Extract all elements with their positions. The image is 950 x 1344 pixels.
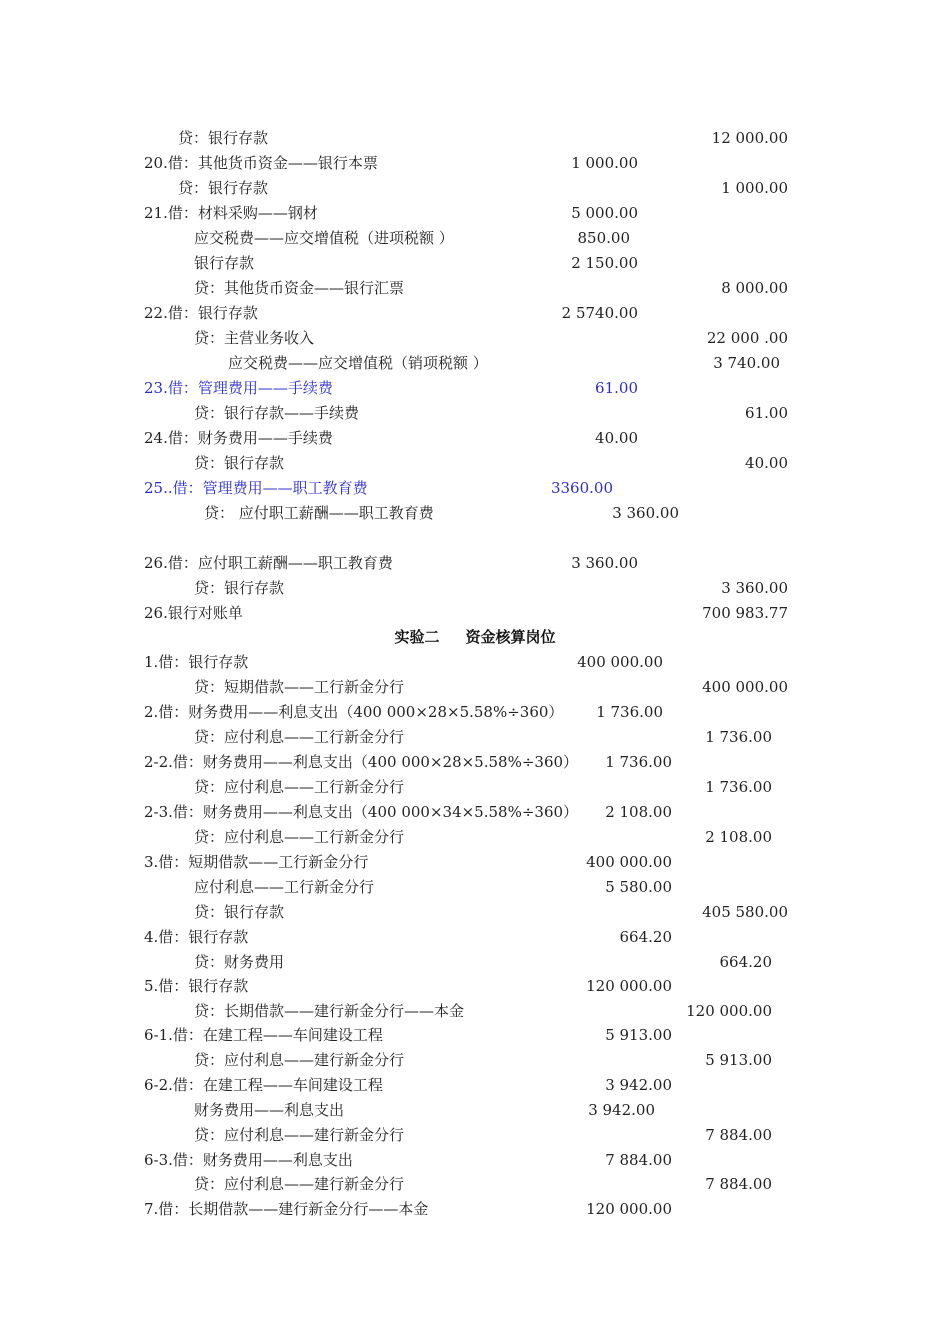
entry-line xyxy=(0,875,950,900)
entry-credit: 12 000.00 xyxy=(711,129,788,147)
entry-label: 2-3.借：财务费用——利息支出（400 000×34×5.58%÷360） xyxy=(144,803,579,821)
entry-label: 贷：应付利息——工行新金分行 xyxy=(194,778,405,796)
entry-line xyxy=(0,1048,950,1073)
entry-label: 贷：银行存款 xyxy=(194,454,285,472)
entry-credit: 8 000.00 xyxy=(721,279,788,297)
entry-label: 贷：长期借款——建行新金分行——本金 xyxy=(194,1002,465,1020)
entry-line xyxy=(0,950,950,975)
entry-line xyxy=(0,301,950,326)
entry-label: 贷：其他货币资金——银行汇票 xyxy=(194,279,405,297)
entry-credit: 7 884.00 xyxy=(705,1126,772,1144)
entry-label: 贷：短期借款——工行新金分行 xyxy=(194,678,405,696)
entry-line xyxy=(0,900,950,925)
entry-label: 贷：银行存款——手续费 xyxy=(194,404,360,422)
entry-line xyxy=(0,974,950,999)
entry-debit: 120 000.00 xyxy=(586,1200,672,1218)
entry-credit: 5 913.00 xyxy=(705,1051,772,1069)
entry-credit: 3 360.00 xyxy=(721,579,788,597)
entry-line xyxy=(0,925,950,950)
entry-line xyxy=(0,800,950,825)
entry-line xyxy=(0,1023,950,1048)
entry-credit: 40.00 xyxy=(745,454,788,472)
entry-credit: 61.00 xyxy=(745,404,788,422)
entry-line xyxy=(0,376,950,401)
section-heading xyxy=(0,625,950,650)
entry-debit: 40.00 xyxy=(595,429,638,447)
entry-line xyxy=(0,750,950,775)
entry-debit: 7 884.00 xyxy=(605,1151,672,1169)
entry-line xyxy=(0,326,950,351)
entry-credit: 664.20 xyxy=(719,953,772,971)
entry-credit: 2 108.00 xyxy=(705,828,772,846)
entry-line xyxy=(0,725,950,750)
entry-credit: 7 884.00 xyxy=(705,1175,772,1193)
entry-credit: 700 983.77 xyxy=(702,604,788,622)
entry-label: 4.借：银行存款 xyxy=(144,928,249,946)
entry-line xyxy=(0,650,950,675)
entry-label: 7.借：长期借款——建行新金分行——本金 xyxy=(144,1200,429,1218)
entry-line xyxy=(0,1098,950,1123)
entry-label: 财务费用——利息支出 xyxy=(194,1101,345,1119)
entry-label: 贷：应付利息——建行新金分行 xyxy=(194,1175,405,1193)
entry-label: 22.借：银行存款 xyxy=(144,304,258,322)
entry-line xyxy=(0,1123,950,1148)
entry-debit: 1 000.00 xyxy=(571,154,638,172)
entry-line xyxy=(0,601,950,626)
entry-credit: 22 000 .00 xyxy=(706,329,788,347)
entry-label: 6-3.借：财务费用——利息支出 xyxy=(144,1151,353,1169)
entry-line xyxy=(0,1172,950,1197)
entry-debit: 5 580.00 xyxy=(605,878,672,896)
entry-line xyxy=(0,1073,950,1098)
entry-label: 贷：应付利息——建行新金分行 xyxy=(194,1126,405,1144)
entry-credit: 1 000.00 xyxy=(721,179,788,197)
entry-debit: 2 5740.00 xyxy=(561,304,638,322)
entry-debit: 3 942.00 xyxy=(588,1101,655,1119)
entry-debit: 5 913.00 xyxy=(605,1026,672,1044)
entry-line xyxy=(0,1148,950,1173)
entry-label: 20.借：其他货币资金——银行本票 xyxy=(144,154,378,172)
entry-credit: 1 736.00 xyxy=(705,778,772,796)
entry-label: 6-2.借：在建工程——车间建设工程 xyxy=(144,1076,383,1094)
entry-label: 贷：应付利息——工行新金分行 xyxy=(194,728,405,746)
entry-label: 26.借：应付职工薪酬——职工教育费 xyxy=(144,554,393,572)
entry-label: 应交税费——应交增值税（进项税额 ） xyxy=(194,229,454,247)
entry-credit: 120 000.00 xyxy=(686,1002,772,1020)
entry-line xyxy=(0,426,950,451)
entry-debit: 2 150.00 xyxy=(571,254,638,272)
entry-label: 应交税费——应交增值税（销项税额 ） xyxy=(228,354,488,372)
entry-debit: 3 360.00 xyxy=(612,504,679,522)
entry-line xyxy=(0,576,950,601)
entry-label: 23.借：管理费用——手续费 xyxy=(144,379,333,397)
entry-credit: 1 736.00 xyxy=(705,728,772,746)
entry-debit: 400 000.00 xyxy=(586,853,672,871)
entry-debit: 61.00 xyxy=(595,379,638,397)
section-title-part1: 实验二 xyxy=(394,628,440,646)
entry-credit: 405 580.00 xyxy=(702,903,788,921)
entry-debit: 3 360.00 xyxy=(571,554,638,572)
entry-line xyxy=(0,276,950,301)
entry-label: 3.借：短期借款——工行新金分行 xyxy=(144,853,369,871)
entry-label: 贷：应付利息——工行新金分行 xyxy=(194,828,405,846)
entry-label: 贷：主营业务收入 xyxy=(194,329,315,347)
entry-line xyxy=(0,825,950,850)
section-title xyxy=(0,625,950,650)
entry-label: 贷：应付利息——建行新金分行 xyxy=(194,1051,405,1069)
entry-label: 21.借：材料采购——钢材 xyxy=(144,204,318,222)
entry-label: 5.借：银行存款 xyxy=(144,977,249,995)
entry-debit: 1 736.00 xyxy=(605,753,672,771)
entry-debit: 1 736.00 xyxy=(596,703,663,721)
entry-label: 贷：银行存款 xyxy=(178,179,269,197)
entry-line xyxy=(0,201,950,226)
entry-credit: 400 000.00 xyxy=(702,678,788,696)
entry-label: 24.借：财务费用——手续费 xyxy=(144,429,333,447)
entry-debit: 3360.00 xyxy=(550,479,613,497)
entry-debit: 664.20 xyxy=(619,928,672,946)
entry-line xyxy=(0,251,950,276)
entry-label: 26.银行对账单 xyxy=(144,604,243,622)
entry-line xyxy=(0,176,950,201)
entry-line xyxy=(0,700,950,725)
entry-line xyxy=(0,551,950,576)
entry-debit: 5 000.00 xyxy=(571,204,638,222)
entry-line xyxy=(0,476,950,501)
entry-line xyxy=(0,999,950,1024)
entry-label: 贷：银行存款 xyxy=(194,903,285,921)
entry-line xyxy=(0,351,950,376)
entry-label: 银行存款 xyxy=(194,254,255,272)
entry-debit: 120 000.00 xyxy=(586,977,672,995)
entry-label: 贷： 应付职工薪酬——职工教育费 xyxy=(204,504,434,522)
entry-line xyxy=(0,126,950,151)
entry-line xyxy=(0,401,950,426)
entry-line xyxy=(0,775,950,800)
entry-line xyxy=(0,226,950,251)
entry-line xyxy=(0,1197,950,1222)
entry-line xyxy=(0,501,950,526)
entry-debit: 2 108.00 xyxy=(605,803,672,821)
section-title-part2: 资金核算岗位 xyxy=(465,628,556,646)
entry-line xyxy=(0,151,950,176)
entry-debit: 850.00 xyxy=(577,229,630,247)
entry-label: 贷：银行存款 xyxy=(178,129,269,147)
entry-label: 应付利息——工行新金分行 xyxy=(194,878,375,896)
entry-line xyxy=(0,451,950,476)
entry-credit: 3 740.00 xyxy=(713,354,780,372)
entry-line xyxy=(0,675,950,700)
entry-label: 6-1.借：在建工程——车间建设工程 xyxy=(144,1026,383,1044)
entry-debit: 400 000.00 xyxy=(577,653,663,671)
entry-label: 贷：财务费用 xyxy=(194,953,285,971)
entry-debit: 3 942.00 xyxy=(605,1076,672,1094)
entry-label: 贷：银行存款 xyxy=(194,579,285,597)
entry-label: 2-2.借：财务费用——利息支出（400 000×28×5.58%÷360） xyxy=(144,753,579,771)
entry-label: 2.借：财务费用——利息支出（400 000×28×5.58%÷360） xyxy=(144,703,564,721)
entry-label: 1.借：银行存款 xyxy=(144,653,249,671)
entry-line xyxy=(0,850,950,875)
entry-label: 25..借：管理费用——职工教育费 xyxy=(144,479,368,497)
